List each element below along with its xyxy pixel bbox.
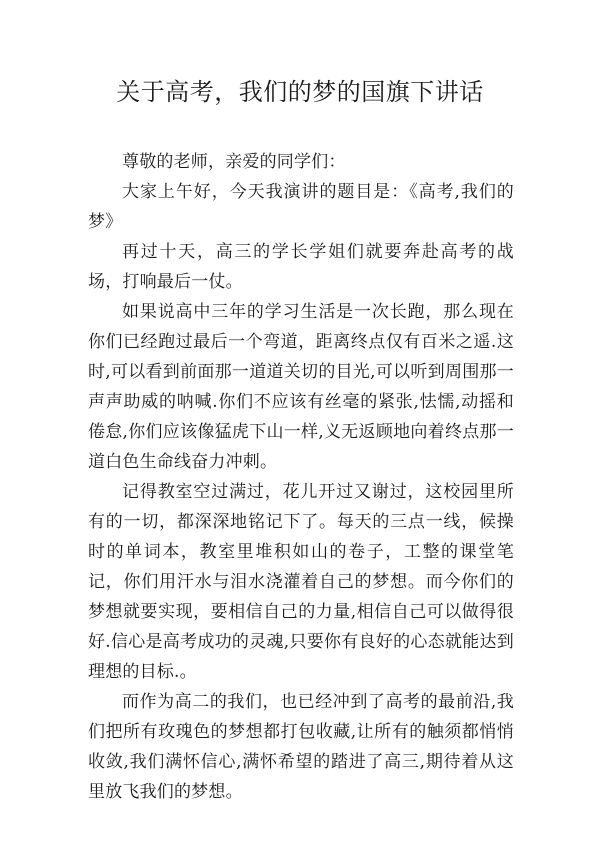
salutation: 尊敬的老师，亲爱的同学们： (122, 152, 346, 172)
document-body (88, 147, 514, 807)
paragraph-3: 如果说高中三年的学习生活是一次长跑，那么现在你们已经跑过最后一个弯道，距离终点仅有百米之遥.这时,可以看到前面那一道道关切的目光,可以听到周围那一声声助威的呐喊.你们不应该有丝毫的紧张,怯懦,动摇和倦怠,你们应该像猛虎下山一样,义无返顾地向着终点那一道白色生命线奋力冲刺。 (88, 302, 514, 472)
paragraph-4: 记得教室空过满过，花儿开过又谢过，这校园里所有的一切，都深深地铭记下了。每天的三点一线，候操时的单词本，教室里堆积如山的卷子，工整的课堂笔记，你们用汗水与泪水浇灌着自己的梦想。而今你们的梦想就要实现，要相信自己的力量,相信自己可以做得很好.信心是高考成功的灵魂,只要你有良好的心态就能达到理想的目标.。 (88, 482, 514, 682)
paragraph-5: 而作为高二的我们，也已经冲到了高考的最前沿,我们把所有玫瑰色的梦想都打包收藏,让所有的触须都悄悄收敛,我们满怀信心,满怀希望的踏进了高三,期待着从这里放飞我们的梦想。 (88, 692, 514, 802)
document-title: 关于高考，我们的梦的国旗下讲话 (116, 78, 484, 106)
paragraph-1: 大家上午好，今天我演讲的题目是：《高考,我们的梦》 (88, 182, 514, 232)
paragraph-2: 再过十天，高三的学长学姐们就要奔赴高考的战场，打响最后一仗。 (88, 242, 514, 292)
